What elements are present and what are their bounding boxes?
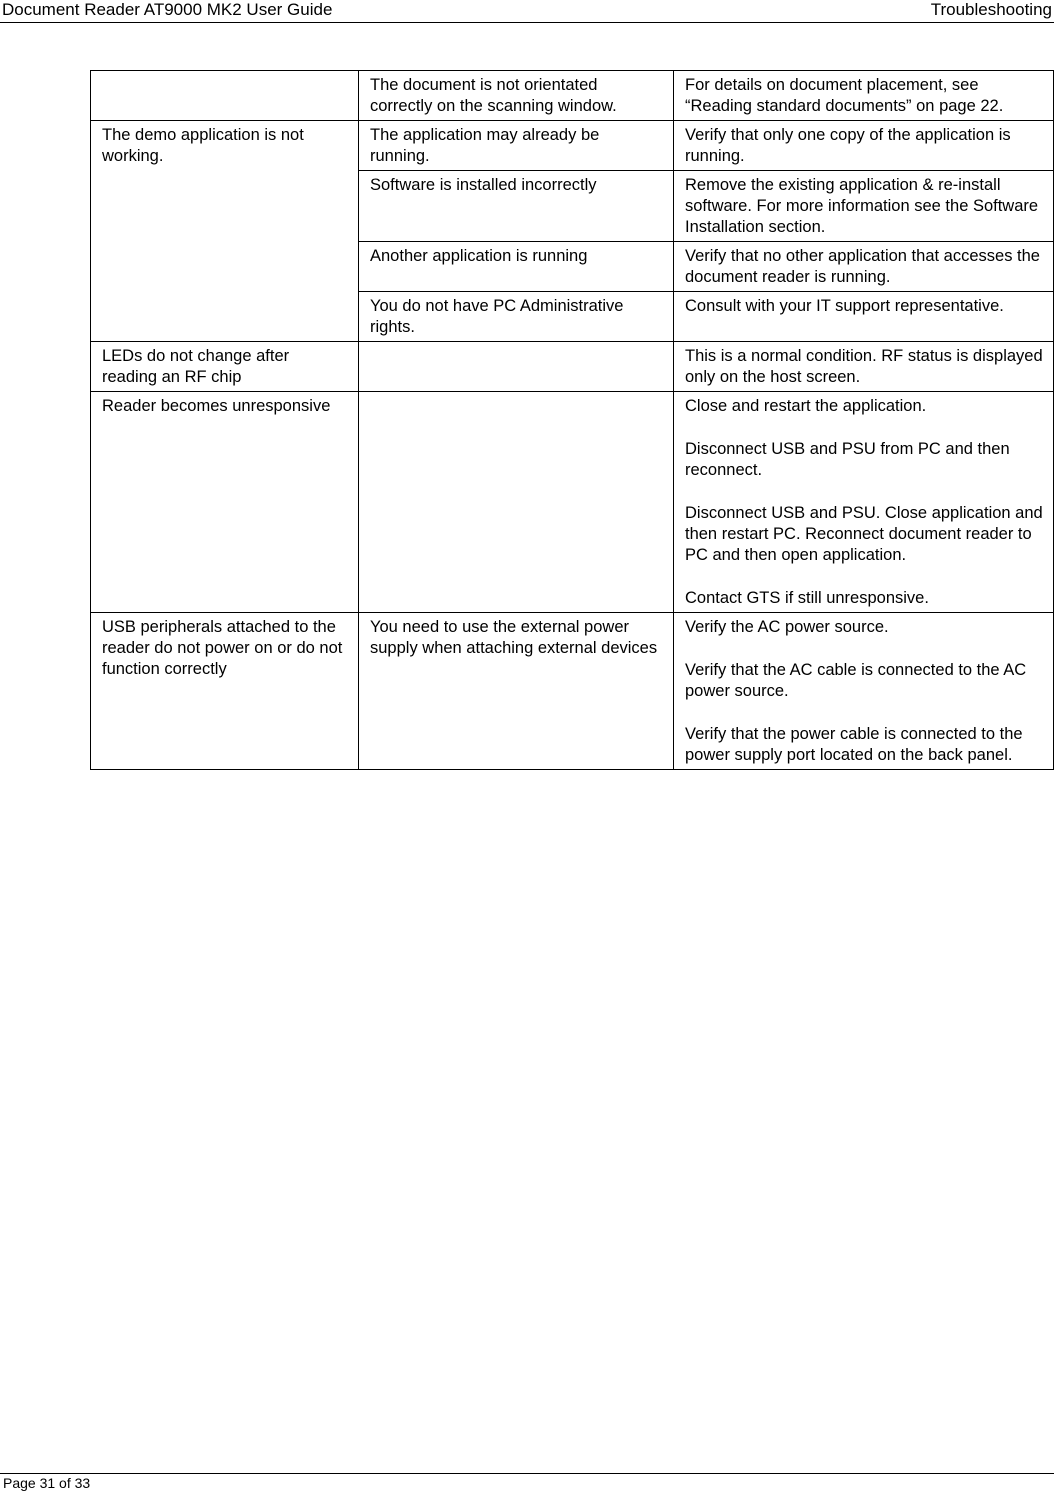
- solution-text: Verify that the AC cable is connected to the AC power source.: [685, 661, 1027, 700]
- table-row: [91, 121, 1054, 171]
- solution-text: Disconnect USB and PSU. Close application and then restart PC. Reconnect document reader to PC and then open application.: [685, 504, 1043, 564]
- solution-text: This is a normal condition. RF status is displayed only on the host screen.: [685, 347, 1043, 386]
- solution-cell: [674, 171, 1054, 242]
- solution-cell: [674, 613, 1054, 770]
- page-number: Page 31 of 33: [3, 1475, 91, 1491]
- cause-cell: Software is installed incorrectly: [359, 171, 674, 242]
- solution-cell: [674, 71, 1054, 121]
- cause-cell: [359, 342, 674, 392]
- solution-text: Verify that only one copy of the application is running.: [685, 126, 1011, 165]
- solution-text: Verify that the power cable is connected to the power supply port located on the back panel.: [685, 725, 1023, 764]
- solution-cell: [674, 392, 1054, 613]
- solution-text: Consult with your IT support representative.: [685, 297, 1004, 315]
- problem-cell: LEDs do not change after reading an RF chip: [91, 342, 359, 392]
- solution-text: Remove the existing application & re-install software. For more information see the Software Installation section.: [685, 176, 1039, 236]
- cause-cell: [359, 392, 674, 613]
- cause-cell: The application may already be running.: [359, 121, 674, 171]
- table-row: [91, 613, 1054, 770]
- problem-cell: [91, 71, 359, 121]
- solution-cell: [674, 242, 1054, 292]
- problem-cell: Reader becomes unresponsive: [91, 392, 359, 613]
- solution-cell: [674, 121, 1054, 171]
- solution-text: Verify that no other application that accesses the document reader is running.: [685, 247, 1040, 286]
- table-row: [91, 71, 1054, 121]
- section-title: Troubleshooting: [930, 0, 1052, 19]
- solution-text: Contact GTS if still unresponsive.: [685, 589, 929, 607]
- cause-cell: You do not have PC Administrative rights.: [359, 292, 674, 342]
- cause-cell: The document is not orientated correctly on the scanning window.: [359, 71, 674, 121]
- page-header: [0, 0, 1054, 23]
- page-footer: [0, 1473, 1054, 1492]
- solution-cell: [674, 292, 1054, 342]
- solution-text: Disconnect USB and PSU from PC and then reconnect.: [685, 440, 1010, 479]
- problem-cell: USB peripherals attached to the reader do not power on or do not function correctly: [91, 613, 359, 770]
- problem-cell: The demo application is not working.: [91, 121, 359, 342]
- document-title: Document Reader AT9000 MK2 User Guide: [2, 0, 333, 19]
- solution-cell: [674, 342, 1054, 392]
- solution-text: For details on document placement, see “Reading standard documents” on page 22.: [685, 76, 1004, 115]
- cause-cell: You need to use the external power supply when attaching external devices: [359, 613, 674, 770]
- solution-text: Verify the AC power source.: [685, 618, 889, 636]
- table-row: [91, 392, 1054, 613]
- troubleshooting-table: [90, 70, 1054, 770]
- solution-text: Close and restart the application.: [685, 397, 927, 415]
- cause-cell: Another application is running: [359, 242, 674, 292]
- table-row: [91, 342, 1054, 392]
